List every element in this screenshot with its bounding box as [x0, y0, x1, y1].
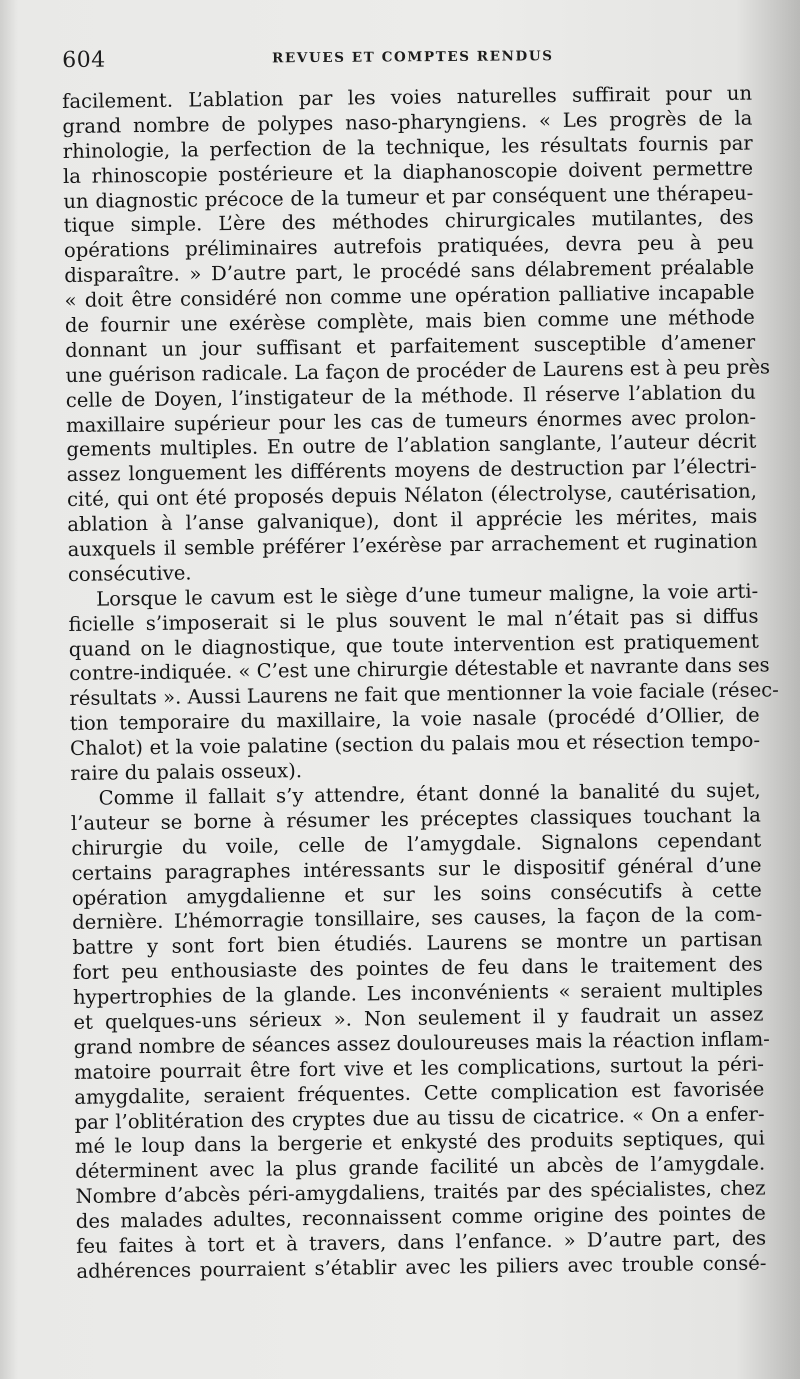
body-text — [62, 81, 779, 1285]
page-header — [62, 35, 762, 80]
text-line: tique simple. L’ère des méthodes chirurgicales mutilantes, des — [63, 206, 754, 238]
text-line: auxquels il semble préférer l’exérèse par arrachement et rugination — [67, 529, 758, 561]
text-line: ficielle s’imposerait si le plus souvent le mal n’était pas si diffus — [68, 604, 759, 636]
text-line: disparaître. » D’autre part, le procédé sans délabrement préalable — [64, 255, 755, 288]
text-line: consécutive. — [67, 561, 192, 586]
text-line: dernière. L’hémorragie tonsillaire, ses causes, la façon de la com- — [72, 902, 763, 935]
text-line: grand nombre de polypes naso-pharyngiens. « Les progrès de la — [62, 106, 753, 138]
text-line: adhérences pourraient s’établir avec les piliers avec trouble consé- — [76, 1251, 767, 1283]
text-line: opérations préliminaires autrefois pratiquées, devra peu à peu — [63, 230, 755, 263]
text-line: Comme il fallait s’y attendre, étant donné la banalité du sujet, — [98, 778, 761, 810]
text-line: quand on le diagnostique, que toute intervention est pratiquement — [68, 629, 759, 661]
text-line: des malades adultes, reconnaissent comme origine des pointes de — [75, 1201, 766, 1233]
text-line: feu faites à tort et à travers, dans l’enfance. » D’autre part, des — [75, 1226, 767, 1258]
text-line: Nombre d’abcès péri-amygdaliens, traités par des spécialistes, chez — [75, 1176, 766, 1209]
text-line: assez longuement les différents moyens de destruction par l’électri- — [66, 454, 757, 487]
text-line: « doit être considéré non comme une opération palliative incapable — [64, 280, 755, 313]
text-line: chirurgie du voile, celle de l’amygdale. Signalons cependant — [71, 828, 762, 860]
text-line: Lorsque le cavum est le siège d’une tumeur maligne, la voie arti- — [96, 579, 759, 611]
text-line: facilement. L’ablation par les voies naturelles suffirait pour un — [62, 81, 753, 113]
text-line: donnant un jour suffisant et parfaitement susceptible d’amener — [65, 330, 756, 362]
text-line: résultats ». Aussi Laurens ne fait que mentionner la voie faciale (résec- — [69, 678, 779, 711]
text-line: un diagnostic précoce de la tumeur et par conséquent une thérapeu- — [63, 181, 754, 213]
text-line: contre-indiquée. « C’est une chirurgie détestable et navrante dans ses — [68, 653, 770, 686]
text-line: ablation à l’anse galvanique), dont il apprécie les mérites, mais — [67, 504, 758, 537]
text-line: hypertrophies de la glande. Les inconvénients « seraient multiples — [72, 977, 764, 1009]
text-line: raire du palais osseux). — [70, 759, 303, 785]
text-line: matoire pourrait être fort vive et les complications, surtout la péri- — [73, 1052, 765, 1084]
text-line: l’auteur se borne à résumer les préceptes classiques touchant la — [70, 803, 762, 835]
text-line: grand nombre de séances assez douloureuses mais la réaction inflam- — [73, 1027, 770, 1059]
text-line: cité, qui ont été proposés depuis Nélaton (électrolyse, cautérisation, — [66, 479, 758, 512]
text-line: une guérison radicale. La façon de procéder de Laurens est à peu près — [65, 355, 771, 387]
text-line: la rhinoscopie postérieure et la diaphanoscopie doivent permettre — [62, 156, 754, 188]
text-line: fort peu enthousiaste des pointes de feu dans le traitement des — [72, 952, 763, 985]
text-line: gements multiples. En outre de l’ablation sanglante, l’auteur décrit — [66, 430, 757, 462]
page-number: 604 — [62, 47, 106, 73]
text-line: opération amygdalienne et sur les soins consécutifs à cette — [71, 878, 762, 910]
text-line: celle de Doyen, l’instigateur de la méthode. Il réserve l’ablation du — [65, 380, 756, 412]
text-line: de fournir une exérèse complète, mais bien comme une méthode — [64, 305, 755, 337]
text-line: tion temporaire du maxillaire, la voie nasale (procédé d’Ollier, de — [69, 703, 760, 736]
text-line: et quelques-uns sérieux ». Non seulement il y faudrait un assez — [73, 1002, 764, 1034]
text-line: par l’oblitération des cryptes due au tissu de cicatrice. « On a enfer- — [74, 1102, 765, 1134]
text-line: maxillaire supérieur pour les cas de tumeurs énormes avec prolon- — [65, 405, 757, 437]
text-line: Chalot) et la voie palatine (section du palais mou et résection tempo- — [69, 728, 761, 761]
text-line: mé le loup dans la bergerie et enkysté des produits septiques, qui — [74, 1126, 766, 1159]
text-line: battre y sont fort bien étudiés. Laurens se montre un partisan — [72, 927, 763, 960]
text-line: certains paragraphes intéressants sur le dispositif général d’une — [71, 853, 762, 885]
text-line: rhinologie, la perfection de la technique, les résultats fournis par — [62, 131, 753, 163]
text-line: déterminent avec la plus grande facilité un abcès de l’amygdale. — [75, 1151, 766, 1184]
running-head: REVUES ET COMPTES RENDUS — [272, 48, 554, 67]
text-line: amygdalite, seraient fréquentes. Cette complication est favorisée — [74, 1077, 765, 1109]
